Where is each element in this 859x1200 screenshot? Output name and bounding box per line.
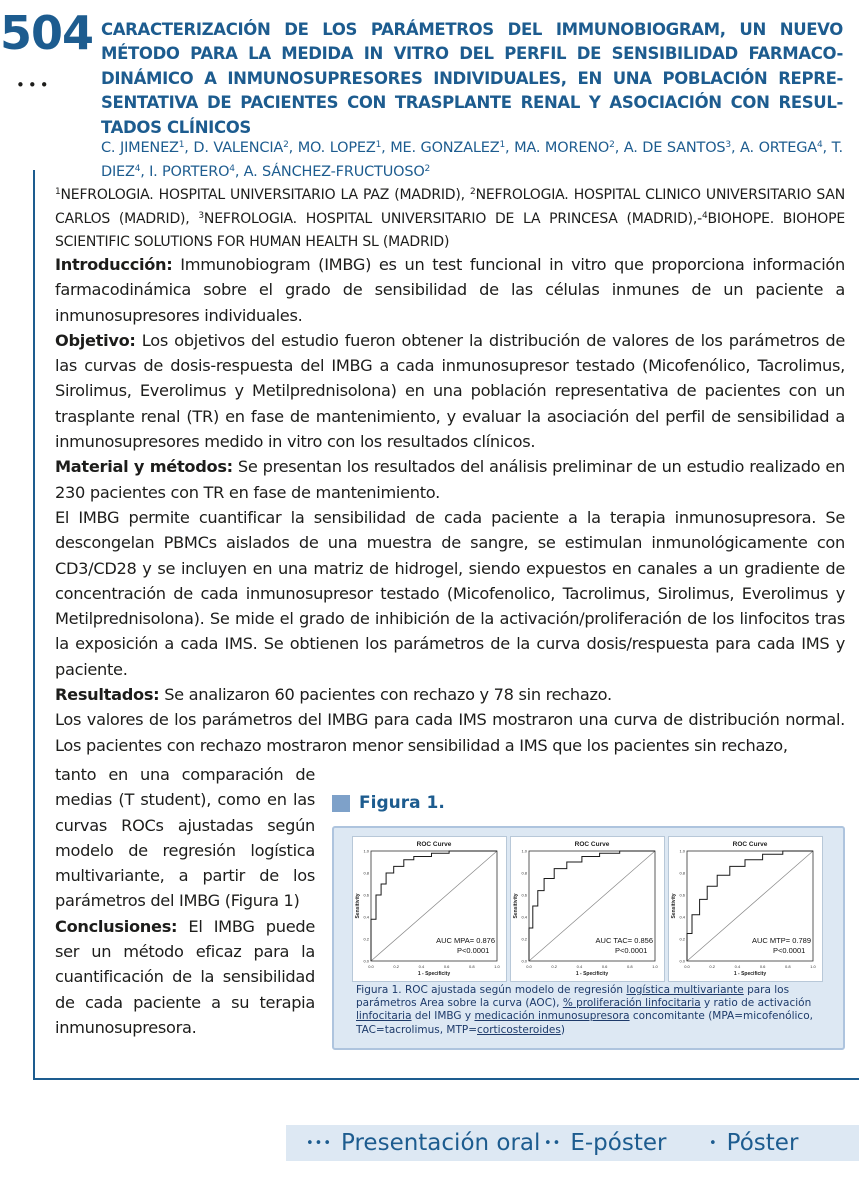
author: D. VALENCIA [193, 140, 284, 156]
caption-text: logística multivariante [626, 984, 744, 996]
caption-text: medicación inmunosupresora [474, 1010, 630, 1023]
x-tick-label: 0.4 [418, 964, 425, 969]
legend-dots: •• [544, 1135, 562, 1151]
y-tick-label: 0.4 [679, 914, 685, 920]
objective-heading: Objetivo: [55, 330, 136, 350]
x-tick-label: 0.0 [684, 964, 690, 969]
p-value-annotation: P<0.0001 [615, 946, 648, 955]
presentation-type-dots: ••• [16, 76, 52, 94]
x-tick-label: 0.2 [709, 964, 715, 969]
legend-label: Presentación oral [341, 1130, 541, 1156]
roc-chart-svg [353, 837, 508, 983]
legend-dots: • [709, 1135, 718, 1151]
presentation-type-legend [286, 1125, 859, 1161]
y-tick-label: 0.0 [521, 958, 527, 964]
y-tick-label: 0.8 [521, 870, 527, 876]
frame-left-rule [33, 170, 35, 1080]
caption-text: % proliferación linfocitaria [562, 997, 701, 1010]
author: MO. LOPEZ [297, 140, 376, 156]
figure-label [332, 793, 445, 813]
auc-annotation: AUC MPA= 0.876 [436, 936, 495, 945]
affiliation: NEFROLOGIA. HOSPITAL UNIVERSITARIO DE LA PRINCESA (MADRID),- [203, 210, 702, 227]
introduction-text: Immunobiogram (IMBG) es un test funcional in vitro que proporciona información farmacodinámica sobre el grado de sensibilidad de las células inmunes de un paciente a inmunosupresores individuales. [55, 255, 845, 325]
x-tick-label: 0.8 [785, 964, 791, 969]
introduction-paragraph [55, 252, 845, 328]
caption-text: linfocitaria [356, 1010, 412, 1023]
results-paragraph-3: tanto en una comparación de medias (T student), como en las curvas ROCs ajustadas según modelo de regresión logística multivariante, a partir de los parámetros del IMBG (Figura 1) [55, 765, 315, 911]
y-axis-label: Sensitivity [355, 893, 361, 919]
x-tick-label: 0.4 [576, 964, 583, 969]
x-tick-label: 0.4 [734, 964, 741, 969]
figure-panel [332, 826, 845, 1050]
y-tick-label: 0.8 [679, 870, 685, 876]
abstract-number: 504 [0, 6, 94, 60]
x-tick-label: 0.2 [551, 964, 557, 969]
y-tick-label: 0.4 [363, 914, 369, 920]
x-axis-label: 1 - Specificity [575, 971, 609, 977]
chart-title: ROC Curve [732, 841, 768, 848]
x-tick-label: 0.8 [627, 964, 633, 969]
author-affiliation-sup: 4 [229, 164, 235, 174]
author-affiliation-sup: 4 [816, 140, 823, 150]
p-value-annotation: P<0.0001 [773, 946, 806, 955]
x-tick-label: 1.0 [810, 964, 816, 969]
y-tick-label: 0.2 [363, 936, 369, 942]
affiliation-number: 1 [55, 187, 61, 197]
results-text: Se analizaron 60 pacientes con rechazo y 78 sin rechazo. [159, 685, 612, 705]
affiliation: NEFROLOGIA. HOSPITAL CLINICO UNIVERSITARIO SAN CARLOS (MADRID), [55, 187, 846, 227]
legend-eposter [544, 1130, 709, 1156]
chart-title: ROC Curve [416, 841, 452, 848]
chart-title: ROC Curve [574, 841, 610, 848]
y-axis-label: Sensitivity [513, 893, 519, 919]
author: A. ORTEGA [740, 140, 817, 156]
author: A. DE SANTOS [623, 140, 726, 156]
affiliation-number: 2 [470, 187, 476, 197]
conclusions-text: El IMBG puede ser un método eficaz para la cuantificación de la sensibilidad de cada paciente a su terapia inmunosupresora. [55, 916, 315, 1037]
caption-text: y ratio de activación [700, 997, 812, 1010]
auc-annotation: AUC MTP= 0.789 [752, 936, 811, 945]
p-value-annotation: P<0.0001 [457, 946, 490, 955]
author-affiliation-sup: 2 [424, 164, 431, 174]
x-tick-label: 0.6 [443, 964, 450, 969]
author: C. JIMENEZ [101, 140, 179, 156]
x-tick-label: 1.0 [494, 964, 500, 969]
caption-text: Figura 1. ROC ajustada según modelo de regresión [356, 984, 627, 996]
auc-annotation: AUC TAC= 0.856 [595, 936, 653, 945]
figure-label-text: Figura 1. [359, 793, 445, 813]
roc-chart-svg [511, 837, 666, 983]
conclusions-paragraph [55, 914, 315, 1040]
y-tick-label: 1.0 [521, 848, 527, 854]
author: I. PORTERO [149, 164, 230, 180]
caption-text: concomitante (MPA=micofenólico, TAC=tacrolimus, MTP= [356, 1010, 813, 1036]
frame-bottom-rule [33, 1078, 859, 1080]
objective-paragraph [55, 328, 845, 454]
author: ME. GONZALEZ [390, 140, 500, 156]
authors-list: C. JIMENEZ$^1$, D. VALENCIA$^2$, MO. LOPEZ$^1$, ME. GONZALEZ$^1$, MA. MORENO$^2$, A. DE SANTOS$^3$, A. ORTEGA$^4$, T. DIEZ$^4$, I. PORTERO$^4$, A. SÁNCHEZ-FRUCTUOSO$^2$ [101, 140, 843, 180]
caption-text: ) [560, 1023, 565, 1036]
conclusions-heading: Conclusiones: [55, 916, 178, 936]
caption-text: para los parámetros Area sobre la curva (AOC), [356, 984, 790, 1010]
x-tick-label: 1.0 [652, 964, 658, 969]
roc-chart-svg [669, 837, 824, 983]
y-tick-label: 0.2 [521, 936, 527, 942]
y-tick-label: 0.8 [363, 870, 369, 876]
affiliation-number: 4 [702, 210, 708, 221]
y-tick-label: 0.4 [521, 914, 527, 920]
x-tick-label: 0.8 [469, 964, 475, 969]
figure-marker-square [332, 795, 350, 812]
legend-label: Póster [726, 1130, 799, 1156]
y-tick-label: 1.0 [679, 848, 685, 854]
results-heading: Resultados: [55, 685, 160, 705]
methods-paragraph-2: El IMBG permite cuantificar la sensibilidad de cada paciente a la terapia inmunosupresora. Se descongelan PBMCs aislados de una muestra de sangre, se estimulan inmunológicamente con CD3/CD28 y se incluyen en una matriz de hidrogel, siendo expuestos en canales a un gradiente de concentración de cada inmunosupresor testado (Micofenolico, Tacrolimus, Sirolimus, Everolimus y Metilprednisolona). Se mide el grado de inhibición de la activación/proliferación de los linfocitos tras la exposición a cada IMS. Se obtienen los parámetros de la curva dosis/respuesta para cada IMS y paciente. [55, 507, 845, 679]
author: T. DIEZ [101, 140, 843, 180]
caption-text: del IMBG y [411, 1010, 475, 1023]
x-axis-label: 1 - Specificity [417, 971, 451, 977]
y-tick-label: 0.0 [363, 958, 369, 964]
legend-label: E-póster [570, 1130, 667, 1156]
roc-chart-mpa [352, 836, 507, 982]
x-tick-label: 0.6 [759, 964, 766, 969]
y-axis-label: Sensitivity [671, 893, 677, 919]
y-tick-label: 0.6 [521, 892, 527, 898]
legend-poster [709, 1130, 798, 1156]
caption-text: corticosteroides [477, 1023, 561, 1036]
y-tick-label: 1.0 [363, 848, 369, 854]
author-affiliation-sup: 2 [283, 140, 289, 150]
side-column [55, 762, 315, 1040]
x-tick-label: 0.0 [368, 964, 374, 969]
author-affiliation-sup: 1 [499, 140, 505, 150]
roc-chart-mtp [668, 836, 823, 982]
x-tick-label: 0.6 [601, 964, 608, 969]
legend-dots: ••• [306, 1135, 333, 1151]
introduction-heading: Introducción: [55, 255, 173, 274]
author: A. SÁNCHEZ-FRUCTUOSO [243, 164, 425, 180]
author-affiliation-sup: 3 [725, 140, 731, 150]
author-affiliation-sup: 1 [178, 140, 185, 150]
results-paragraph-2: Los valores de los parámetros del IMBG para cada IMS mostraron una curva de distribución normal. Los pacientes con rechazo mostraron menor sensibilidad a IMS que los pacientes sin rechazo, [55, 710, 845, 755]
author-affiliation-sup: 1 [375, 140, 382, 150]
methods-paragraph [55, 454, 845, 505]
abstract-body [55, 252, 845, 758]
objective-text: Los objetivos del estudio fueron obtener la distribución de valores de los parámetros de las curvas de dosis-respuesta del IMBG a cada inmunosupresor testado (Micofenólico, Tacrolimus, Sirolimus, Everolimus y Metilprednisolona) en una población representativa de pacientes con un trasplante renal (TR) en fase de mantenimiento, y evaluar la asociación del perfil de sensibilidad a inmunosupresores medido in vitro con los resultados clínicos. [55, 330, 845, 452]
abstract-title: CARACTERIZACIÓN DE LOS PARÁMETROS DEL IMMUNOBIOGRAM, UN NUEVO MÉTODO PARA LA MEDIDA IN VITRO DEL PERFIL DE SENSIBILIDAD FARMACO-DINÁMICO A INMUNOSUPRESORES INDIVIDUALES, EN UNA POBLACIÓN REPRE-SENTATIVA DE PACIENTES CON TRASPLANTE RENAL Y ASOCIACIÓN CON RESUL-TADOS CLÍNICOS [101, 20, 843, 137]
legend-oral [306, 1130, 544, 1156]
affiliations-list [55, 184, 845, 255]
figure-caption [356, 984, 826, 1037]
x-tick-label: 0.0 [526, 964, 532, 969]
y-tick-label: 0.6 [679, 892, 685, 898]
roc-chart-tac [510, 836, 665, 982]
y-tick-label: 0.6 [363, 892, 369, 898]
affiliation-number: 3 [198, 210, 204, 221]
author-affiliation-sup: 4 [134, 164, 141, 174]
results-paragraph [55, 682, 845, 707]
author-affiliation-sup: 2 [609, 140, 615, 150]
x-tick-label: 0.2 [393, 964, 399, 969]
y-tick-label: 0.2 [679, 936, 685, 942]
affiliation: BIOHOPE. BIOHOPE SCIENTIFIC SOLUTIONS FOR HUMAN HEALTH SL (MADRID) [55, 210, 845, 251]
methods-heading: Material y métodos: [55, 457, 233, 477]
affiliation: NEFROLOGIA. HOSPITAL UNIVERSITARIO LA PAZ (MADRID), [60, 187, 471, 203]
y-tick-label: 0.0 [679, 958, 685, 964]
x-axis-label: 1 - Specificity [733, 971, 767, 977]
methods-text: Se presentan los resultados del análisis preliminar de un estudio realizado en 230 pacientes con TR en fase de mantenimiento. [55, 457, 845, 502]
author: MA. MORENO [514, 140, 610, 156]
